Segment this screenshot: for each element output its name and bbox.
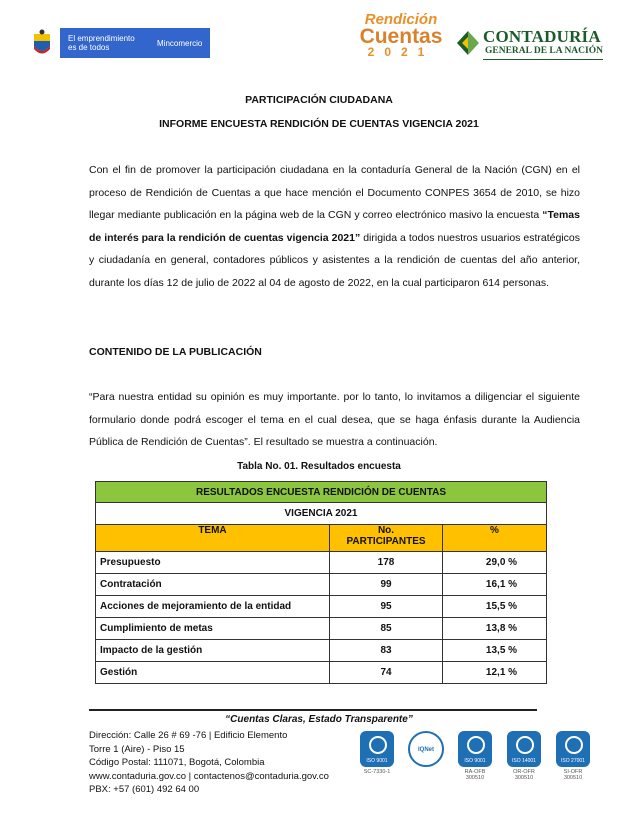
intro-text-1: Con el fin de promover la participación ciudadana en la contaduría General de la Nación (CGN) en el proceso de Rendición de Cuentas a que hace mención el Documento CONPES 3654 de 2010, se hizo llegar mediante publicación en la página web de la CGN y correo electrónico masivo la encuesta xyxy=(89,164,580,221)
cell-participantes: 99 xyxy=(330,574,443,596)
table-year-row xyxy=(96,503,547,525)
cell-percent: 12,1 % xyxy=(443,662,547,684)
footer-slogan: “Cuentas Claras, Estado Transparente” xyxy=(225,714,413,725)
certifications xyxy=(358,731,592,781)
page-title: PARTICIPACIÓN CIUDADANA xyxy=(245,94,393,106)
cert-label: ISO 9001 xyxy=(366,758,388,764)
gov-banner xyxy=(60,28,210,58)
cgn-leaf-icon xyxy=(455,28,481,58)
cell-percent: 13,8 % xyxy=(443,618,547,640)
icontec-seal-icon xyxy=(456,731,494,781)
ministry-name: Mincomercio xyxy=(157,38,203,48)
cert-label: ISO 14001 xyxy=(512,758,536,764)
cert-code: OR-OFR 300510 xyxy=(513,769,535,781)
cell-tema: Presupuesto xyxy=(96,552,330,574)
cell-participantes: 83 xyxy=(330,640,443,662)
cell-participantes: 95 xyxy=(330,596,443,618)
header-participantes-text: No. PARTICIPANTES xyxy=(346,525,426,547)
results-table xyxy=(95,481,547,684)
cert-label: ISO 9001 xyxy=(464,758,486,764)
cell-percent: 15,5 % xyxy=(443,596,547,618)
table-caption: Tabla No. 01. Resultados encuesta xyxy=(237,461,401,472)
cell-tema: Acciones de mejoramiento de la entidad xyxy=(96,596,330,618)
header-percent: % xyxy=(443,525,547,552)
icontec-seal-icon xyxy=(358,731,396,781)
table-title: RESULTADOS ENCUESTA RENDICIÓN DE CUENTAS xyxy=(96,482,547,503)
table-row xyxy=(96,640,547,662)
rendicion-line2: Cuentas xyxy=(359,25,443,48)
gov-slogan: El emprendimiento es de todos xyxy=(68,34,135,52)
intro-text-2: dirigida a todos nuestros usuarios estratégicos y ciudadanía en general, contadores públicos y asistentes a la rendición de cuentas del año anterior, durante los días 12 de julio de 2022 al 04 de agosto de 2022, en la cual participaron 614 personas. xyxy=(89,231,580,289)
icontec-seal-icon xyxy=(554,731,592,781)
cell-tema: Contratación xyxy=(96,574,330,596)
rendicion-line1: Rendición xyxy=(364,11,438,28)
cell-percent: 29,0 % xyxy=(443,552,547,574)
colombia-shield-icon xyxy=(30,28,54,58)
quote-paragraph: “Para nuestra entidad su opinión es muy importante. por lo tanto, lo invitamos a diligenciar el siguiente formulario donde podrá escoger el tema en el cual desea, que se haga énfasis durante la Audiencia Pública de Rendición de Cuentas”. El resultado se muestra a continuación. xyxy=(89,391,580,448)
table-row xyxy=(96,552,547,574)
intro-paragraph xyxy=(89,159,580,294)
iqnet-seal-icon xyxy=(407,731,445,781)
cgn-subtitle: GENERAL DE LA NACIÓN xyxy=(485,46,603,56)
cert-label: ISO 27001 xyxy=(561,758,585,764)
website-line: www.contaduria.gov.co | contactenos@contaduria.gov.co xyxy=(89,770,329,782)
cell-percent: 13,5 % xyxy=(443,640,547,662)
rendicion-year: 2021 xyxy=(367,45,435,59)
cell-participantes: 178 xyxy=(330,552,443,574)
cert-code: SI-OFR 300510 xyxy=(563,769,583,781)
table-header-row xyxy=(96,525,547,552)
cell-tema: Cumplimiento de metas xyxy=(96,618,330,640)
phone-line: PBX: +57 (601) 492 64 00 xyxy=(89,784,200,796)
table-row xyxy=(96,574,547,596)
header-tema: TEMA xyxy=(96,525,330,552)
cell-participantes: 85 xyxy=(330,618,443,640)
cell-percent: 16,1 % xyxy=(443,574,547,596)
address-line: Código Postal: 111071, Bogotá, Colombia xyxy=(89,757,265,769)
icontec-seal-icon xyxy=(505,731,543,781)
cgn-logo xyxy=(455,24,605,62)
table-year: VIGENCIA 2021 xyxy=(96,503,547,525)
cgn-underline xyxy=(483,59,603,60)
survey-name: “Temas de interés para la rendición de cuentas vigencia 2021” xyxy=(89,209,580,244)
header-participantes xyxy=(330,525,443,552)
cert-code: SC-7330-1 xyxy=(363,769,391,775)
address-line: Dirección: Calle 26 # 69 -76 | Edificio Elemento xyxy=(89,730,288,741)
gov-logo-block xyxy=(30,28,210,58)
cert-label: IQNet xyxy=(417,747,434,753)
cgn-name: CONTADURÍA xyxy=(483,27,601,46)
table-row xyxy=(96,618,547,640)
table-row xyxy=(96,662,547,684)
section-heading: CONTENIDO DE LA PUBLICACIÓN xyxy=(89,346,262,358)
rendicion-logo xyxy=(356,12,446,58)
cell-participantes: 74 xyxy=(330,662,443,684)
address-line: Torre 1 (Aire) - Piso 15 xyxy=(89,743,185,755)
table-row xyxy=(96,596,547,618)
footer-address xyxy=(89,729,329,797)
table-title-row xyxy=(96,482,547,503)
cell-tema: Impacto de la gestión xyxy=(96,640,330,662)
report-title: INFORME ENCUESTA RENDICIÓN DE CUENTAS VIGENCIA 2021 xyxy=(159,118,479,130)
footer-divider xyxy=(89,709,537,711)
cell-tema: Gestión xyxy=(96,662,330,684)
cert-code: RA-OFB 300510 xyxy=(464,769,486,781)
